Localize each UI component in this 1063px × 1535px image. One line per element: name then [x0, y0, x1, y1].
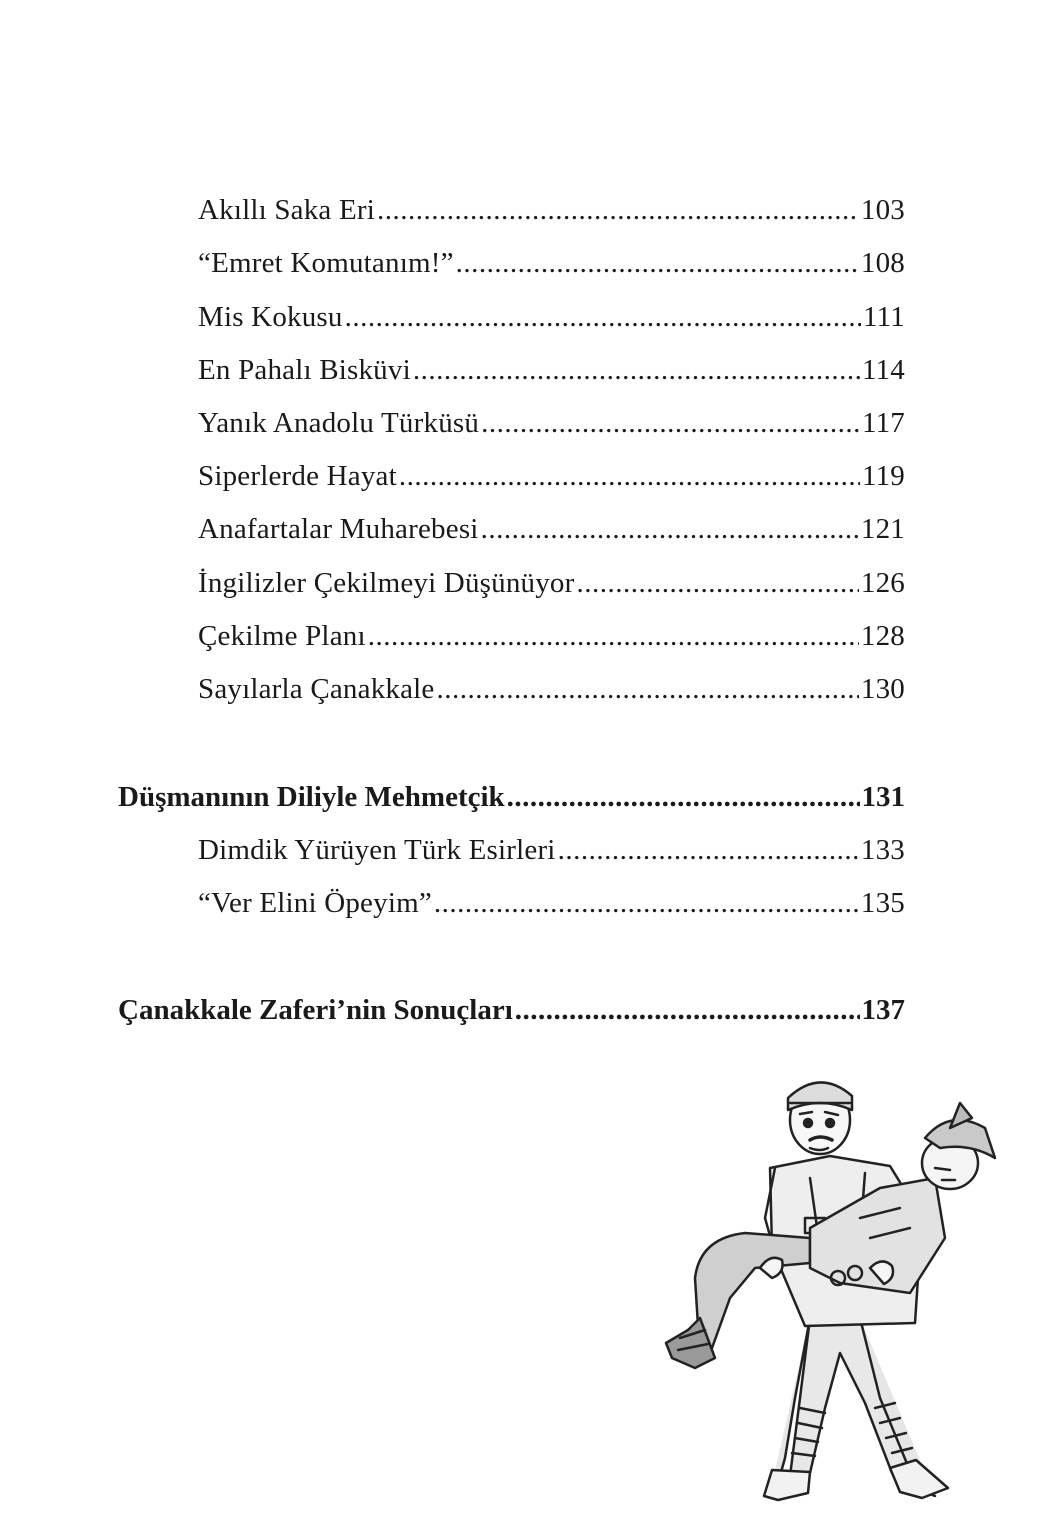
toc-chapter-title: Düşmanının Diliyle Mehmetçik — [118, 781, 505, 813]
soldier-carrying-wounded-illustration — [660, 1068, 1010, 1528]
toc-entry-page: 133 — [860, 834, 905, 866]
toc-entry-title: Akıllı Saka Eri — [198, 194, 375, 226]
dot-leader — [399, 458, 860, 494]
toc-entry-title: Çekilme Planı — [198, 620, 366, 652]
toc-entry[interactable] — [198, 192, 905, 228]
toc-entry[interactable] — [198, 885, 905, 921]
dot-leader — [507, 779, 860, 815]
dot-leader — [434, 885, 859, 921]
toc-chapter-page: 137 — [861, 994, 905, 1026]
toc-entry-title: Mis Kokusu — [198, 301, 343, 333]
toc-entry[interactable] — [198, 565, 905, 601]
toc-entry-page: 114 — [861, 354, 905, 386]
dot-leader — [345, 299, 861, 335]
dot-leader — [515, 992, 860, 1028]
dot-leader — [481, 405, 860, 441]
toc-entry[interactable] — [198, 511, 905, 547]
dot-leader — [481, 511, 859, 547]
toc-entry[interactable] — [198, 352, 905, 388]
toc-entry[interactable] — [198, 671, 905, 707]
toc-chapter[interactable] — [118, 779, 905, 815]
toc-entry-title: Sayılarla Çanakkale — [198, 673, 435, 705]
toc-entry-title: “Ver Elini Öpeyim” — [198, 887, 432, 919]
toc-entry[interactable] — [198, 245, 905, 281]
dot-leader — [368, 618, 859, 654]
dot-leader — [558, 832, 859, 868]
toc-entry-title: Anafartalar Muharebesi — [198, 513, 479, 545]
toc-entry-page: 126 — [860, 567, 905, 599]
toc-entry-page: 119 — [861, 460, 905, 492]
toc-entry-page: 121 — [860, 513, 905, 545]
dot-leader — [456, 245, 859, 281]
toc-entry-page: 103 — [860, 194, 905, 226]
toc-chapter-page: 131 — [861, 781, 905, 813]
toc-entry[interactable] — [198, 405, 905, 441]
dot-leader — [413, 352, 860, 388]
toc-entry[interactable] — [198, 618, 905, 654]
toc-entry-title: İngilizler Çekilmeyi Düşünüyor — [198, 567, 575, 599]
toc-entry-title: Siperlerde Hayat — [198, 460, 397, 492]
toc-chapter[interactable] — [118, 992, 905, 1028]
dot-leader — [577, 565, 859, 601]
toc-chapter-title: Çanakkale Zaferi’nin Sonuçları — [118, 994, 513, 1026]
toc-entry-title: “Emret Komutanım!” — [198, 247, 454, 279]
dot-leader — [377, 192, 859, 228]
toc-entry-page: 108 — [860, 247, 905, 279]
toc-entry[interactable] — [198, 299, 905, 335]
toc-entry-title: Dimdik Yürüyen Türk Esirleri — [198, 834, 556, 866]
toc-entry[interactable] — [198, 832, 905, 868]
toc-entry[interactable] — [198, 458, 905, 494]
toc-entry-page: 135 — [860, 887, 905, 919]
toc-entry-page: 130 — [860, 673, 905, 705]
toc-entry-title: Yanık Anadolu Türküsü — [198, 407, 480, 439]
toc-entry-page: 128 — [860, 620, 905, 652]
toc-entry-title: En Pahalı Bisküvi — [198, 354, 411, 386]
toc-entry-page: 117 — [861, 407, 905, 439]
toc-entry-page: 111 — [863, 301, 905, 333]
dot-leader — [437, 671, 859, 707]
